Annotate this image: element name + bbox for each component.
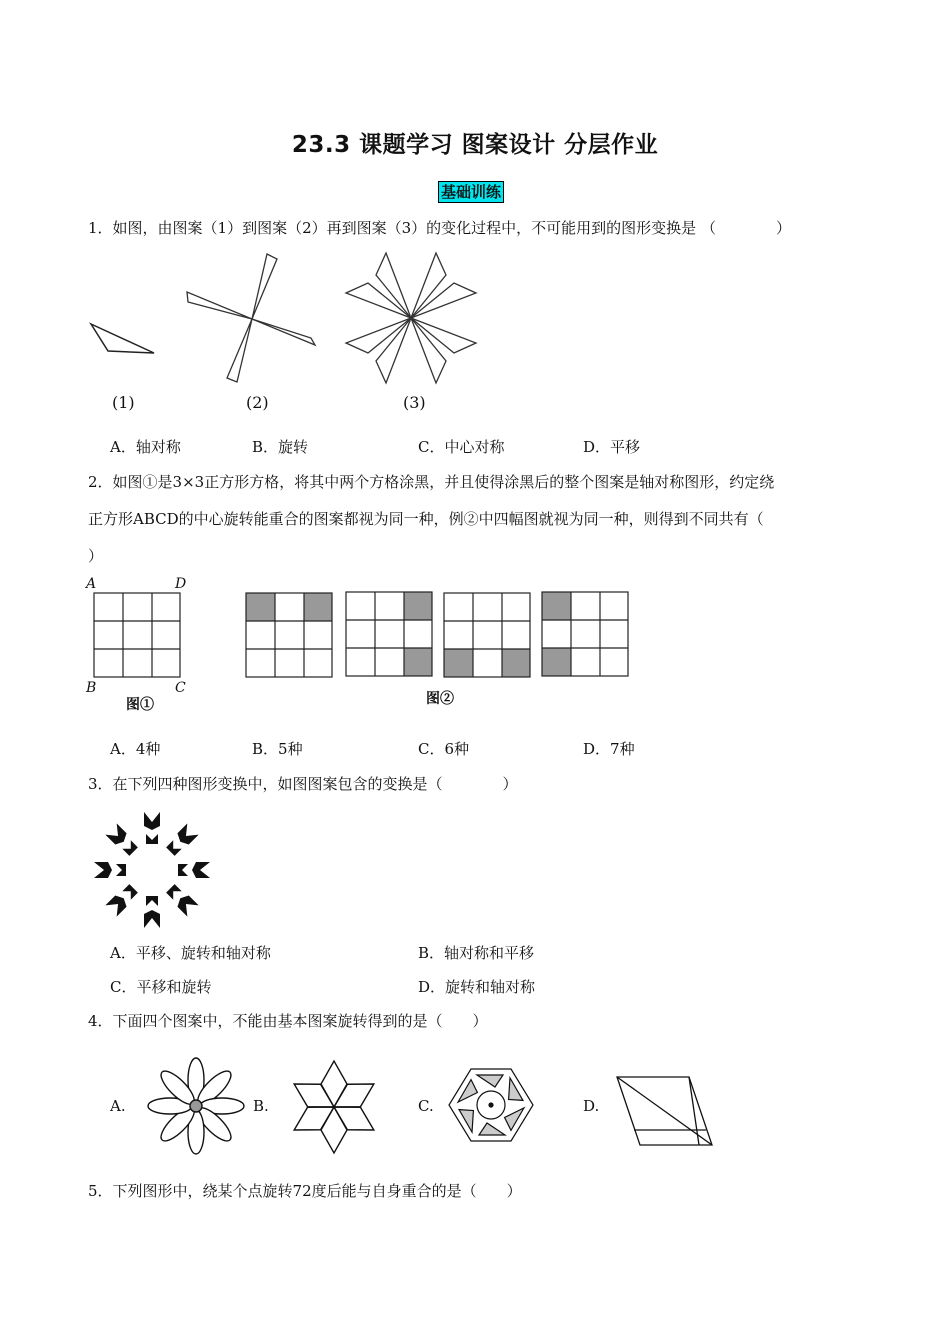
q1-option-d[interactable]: D．平移 [583, 438, 641, 456]
q4-option-b-label[interactable]: B. [253, 1097, 269, 1115]
question-2-line-1: 2．如图①是3×3正方形方格，将其中两个方格涂黑，并且使得涂黑后的整个图案是轴对称图形，约定绕 [88, 473, 775, 491]
q1-figure-3 [346, 253, 476, 383]
question-4-text: 4．下面四个图案中，不能由基本图案旋转得到的是（ ） [88, 1012, 488, 1030]
q4-pinwheel-figure [442, 1062, 540, 1148]
q3-option-b[interactable]: B．轴对称和平移 [418, 944, 535, 962]
q2-option-d[interactable]: D．7种 [583, 740, 635, 758]
q2-fig2-label: 图② [426, 691, 454, 707]
q1-fig-label-2: (2) [246, 393, 269, 412]
corner-c-label: C [175, 680, 186, 696]
q1-option-b[interactable]: B．旋转 [252, 438, 309, 456]
q3-rotation-pattern [85, 808, 219, 932]
q4-option-a-label[interactable]: A. [110, 1097, 126, 1115]
q4-flower-figure [148, 1058, 244, 1154]
q2-option-a[interactable]: A．4种 [110, 740, 161, 758]
q2-grid-figure-2d [541, 591, 631, 679]
q2-option-c[interactable]: C．6种 [418, 740, 470, 758]
q1-figure-1 [88, 318, 158, 358]
section-badge: 基础训练 [438, 181, 504, 203]
q1-option-a[interactable]: A．轴对称 [110, 438, 181, 456]
q4-option-d-label[interactable]: D. [583, 1097, 600, 1115]
q2-grid-figure-2c [443, 592, 533, 680]
q2-option-b[interactable]: B．5种 [252, 740, 303, 758]
q4-option-c-label[interactable]: C. [418, 1097, 434, 1115]
q3-option-a[interactable]: A．平移、旋转和轴对称 [110, 944, 271, 962]
question-1-text: 1．如图，由图案（1）到图案（2）再到图案（3）的变化过程中，不可能用到的图形变换是 （ ） [88, 219, 791, 237]
question-2-line-2: 正方形ABCD的中心旋转能重合的图案都视为同一种，例②中四幅图就视为同一种，则得到不同共有（ [88, 510, 764, 528]
q2-fig1-label: 图① [126, 697, 154, 713]
question-3-text: 3．在下列四种图形变换中，如图图案包含的变换是（ ） [88, 775, 518, 793]
q1-fig-label-1: (1) [112, 393, 135, 412]
question-2-line-3: ） [88, 547, 104, 565]
q2-grid-figure-1 [93, 592, 183, 680]
corner-d-label: D [175, 576, 187, 592]
corner-a-label: A [86, 576, 97, 592]
q3-option-d[interactable]: D．旋转和轴对称 [418, 978, 536, 996]
q1-fig-label-3: (3) [403, 393, 426, 412]
corner-b-label: B [86, 680, 97, 696]
q4-parallelogram-figure [614, 1075, 714, 1147]
q1-option-c[interactable]: C．中心对称 [418, 438, 505, 456]
q1-figure-2 [185, 254, 315, 384]
q2-grid-figure-2b [345, 591, 435, 679]
q2-grid-figure-2a [245, 592, 335, 680]
q4-star-figure [284, 1060, 384, 1154]
question-5-text: 5．下列图形中，绕某个点旋转72度后能与自身重合的是（ ） [88, 1182, 522, 1200]
q3-option-c[interactable]: C．平移和旋转 [110, 978, 212, 996]
page-title: 23.3 课题学习 图案设计 分层作业 [291, 132, 659, 158]
